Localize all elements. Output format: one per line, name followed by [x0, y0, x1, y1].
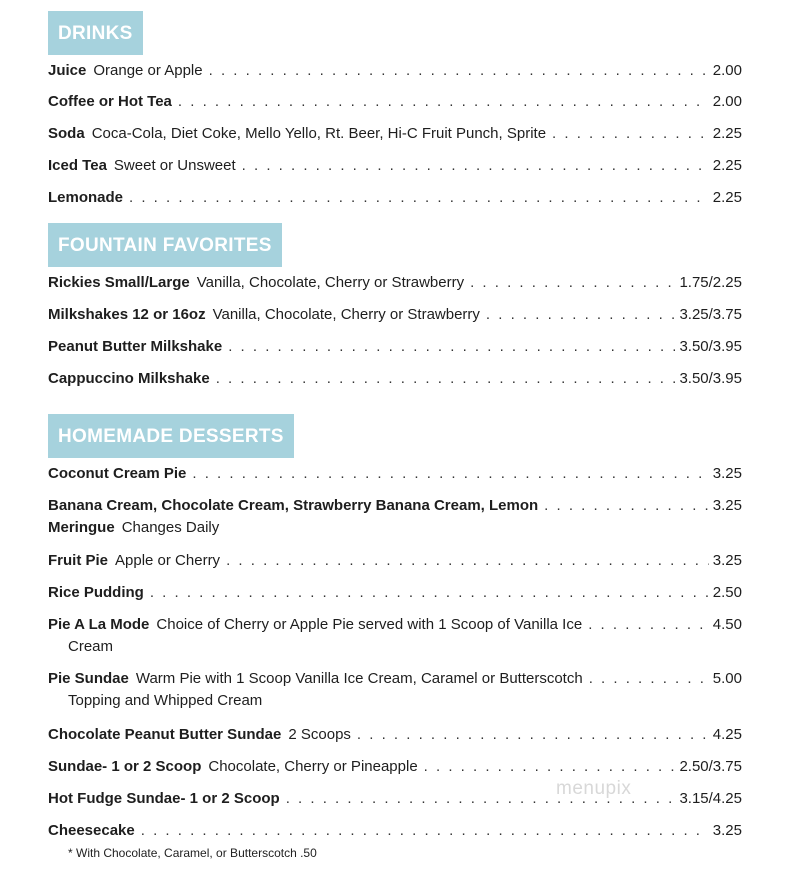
item-name: Chocolate Peanut Butter Sundae: [48, 726, 282, 743]
menu-item: [48, 550, 742, 572]
menu-item: [48, 60, 742, 82]
item-desc: Choice of Cherry or Apple Pie served with 1 Scoop of Vanilla Ice: [156, 616, 583, 633]
item-price: 4.50: [712, 616, 742, 633]
menu-item: [48, 91, 742, 113]
item-name: Soda: [48, 125, 85, 142]
menu-item: [48, 336, 742, 358]
item-name: Juice: [48, 62, 87, 79]
menu-item: [48, 724, 742, 746]
item-desc: Orange or Apple: [93, 62, 203, 79]
item-price: 3.50/3.95: [679, 370, 742, 387]
item-desc: Coca-Cola, Diet Coke, Mello Yello, Rt. Beer, Hi-C Fruit Punch, Sprite: [91, 125, 547, 142]
section-title-drinks: DRINKS: [48, 11, 143, 55]
item-price: 5.00: [712, 670, 742, 687]
item-desc: Warm Pie with 1 Scoop Vanilla Ice Cream, Caramel or Butterscotch: [135, 670, 583, 687]
dot-leader: [228, 336, 675, 358]
menu-item: [48, 304, 742, 326]
menu-item: [48, 668, 742, 712]
item-name: Sundae- 1 or 2 Scoop: [48, 758, 202, 775]
dot-leader: [424, 756, 676, 778]
dot-leader: [178, 91, 709, 113]
item-name: Rickies Small/Large: [48, 274, 190, 291]
dot-leader: [242, 155, 709, 177]
item-name: Cheesecake: [48, 822, 135, 839]
item-price: 3.25: [712, 822, 742, 839]
item-price: 2.25: [712, 189, 742, 206]
menu-item: [48, 756, 742, 778]
item-price: 3.25: [712, 497, 742, 514]
menu-item: [48, 187, 742, 209]
item-price: 3.25: [712, 465, 742, 482]
footnote: * With Chocolate, Caramel, or Butterscotch .50: [68, 846, 317, 860]
item-name: Peanut Butter Milkshake: [48, 338, 223, 355]
dot-leader: [544, 495, 709, 517]
section-title-fountain-favorites: FOUNTAIN FAVORITES: [48, 223, 282, 267]
item-price: 4.25: [712, 726, 742, 743]
dot-leader: [588, 614, 709, 636]
menu-item: [48, 155, 742, 177]
item-price: 1.75/2.25: [679, 274, 742, 291]
menu-item: [48, 614, 742, 658]
dot-leader: [470, 272, 675, 294]
dot-leader: [226, 550, 709, 572]
item-name: Hot Fudge Sundae- 1 or 2 Scoop: [48, 790, 280, 807]
menu-item: [48, 495, 742, 539]
item-desc: Apple or Cherry: [115, 552, 221, 569]
item-price: 2.00: [712, 62, 742, 79]
item-name: Coffee or Hot Tea: [48, 93, 172, 110]
item-name-continued: Meringue: [48, 519, 115, 536]
section-title-homemade-desserts: HOMEMADE DESSERTS: [48, 414, 294, 458]
watermark: menupix: [556, 778, 632, 799]
menu-item: [48, 123, 742, 145]
dot-leader: [552, 123, 709, 145]
item-name: Banana Cream, Chocolate Cream, Strawberry Banana Cream, Lemon: [48, 497, 539, 514]
menu-item: [48, 820, 742, 842]
menu-item: [48, 788, 742, 810]
item-price: 3.15/4.25: [679, 790, 742, 807]
item-desc-continued: Topping and Whipped Cream: [68, 692, 263, 709]
item-price: 2.00: [712, 93, 742, 110]
item-price: 2.50/3.75: [679, 758, 742, 775]
item-name: Lemonade: [48, 189, 124, 206]
item-price: 2.50: [712, 584, 742, 601]
item-name: Milkshakes 12 or 16oz: [48, 306, 206, 323]
dot-leader: [150, 582, 709, 604]
menu-item: [48, 463, 742, 485]
dot-leader: [486, 304, 676, 326]
item-desc: Sweet or Unsweet: [113, 157, 236, 174]
menu-item: [48, 272, 742, 294]
menu-item: [48, 582, 742, 604]
item-desc: Vanilla, Chocolate, Cherry or Strawberry: [196, 274, 465, 291]
dot-leader: [357, 724, 709, 746]
item-price: 3.25: [712, 552, 742, 569]
item-price: 2.25: [712, 157, 742, 174]
item-desc-continued: Cream: [68, 638, 114, 655]
item-name: Iced Tea: [48, 157, 107, 174]
item-name: Pie Sundae: [48, 670, 129, 687]
dot-leader: [141, 820, 709, 842]
item-price: 3.50/3.95: [679, 338, 742, 355]
item-name: Rice Pudding: [48, 584, 144, 601]
dot-leader: [129, 187, 709, 209]
item-name: Cappuccino Milkshake: [48, 370, 210, 387]
dot-leader: [589, 668, 709, 690]
dot-leader: [209, 60, 709, 82]
item-price: 3.25/3.75: [679, 306, 742, 323]
item-desc: Vanilla, Chocolate, Cherry or Strawberry: [212, 306, 480, 323]
item-desc: Chocolate, Cherry or Pineapple: [208, 758, 418, 775]
item-name: Fruit Pie: [48, 552, 109, 569]
item-desc: 2 Scoops: [288, 726, 351, 743]
dot-leader: [216, 368, 676, 390]
item-name: Pie A La Mode: [48, 616, 150, 633]
item-price: 2.25: [712, 125, 742, 142]
item-name: Coconut Cream Pie: [48, 465, 187, 482]
menu-item: [48, 368, 742, 390]
dot-leader: [192, 463, 708, 485]
item-desc: Changes Daily: [121, 519, 220, 536]
